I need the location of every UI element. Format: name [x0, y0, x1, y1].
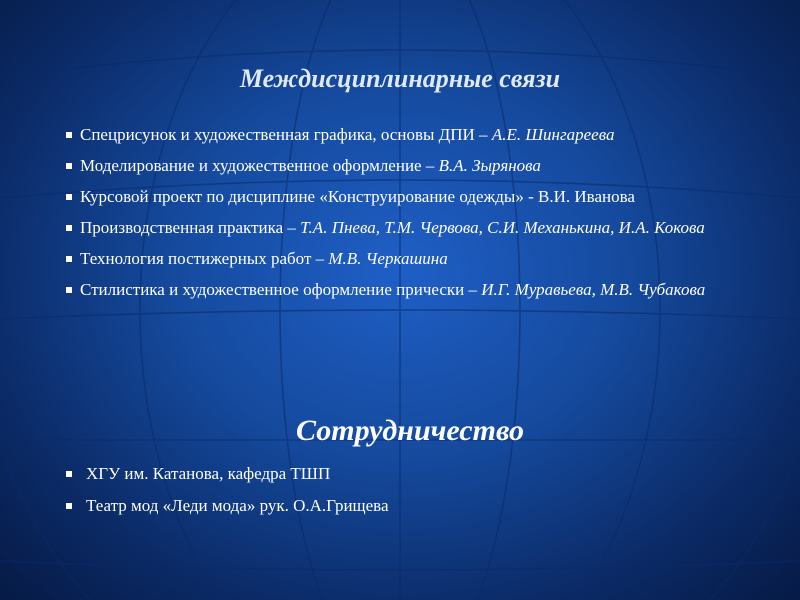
bullet-square-icon — [66, 503, 72, 509]
bullet-square-icon — [66, 471, 72, 477]
list-item-subject: Производственная практика – — [80, 218, 301, 237]
partner-item — [58, 462, 748, 486]
list-item-subject: Стилистика и художественное оформление прически – — [80, 280, 482, 299]
list-item — [58, 184, 748, 210]
partner-item — [58, 494, 748, 518]
interdisciplinary-list — [58, 122, 748, 308]
bullet-square-icon — [66, 163, 72, 169]
list-item-subject: Моделирование и художественное оформление – — [80, 156, 439, 175]
partner-label: ХГУ им. Катанова, кафедра ТШП — [86, 464, 331, 483]
list-item — [58, 153, 748, 179]
list-item — [58, 122, 748, 148]
bullet-square-icon — [66, 225, 72, 231]
cooperation-list — [58, 462, 748, 526]
list-item — [58, 246, 748, 272]
list-item-teacher: В.А. Зырянова — [438, 156, 541, 175]
list-item-teacher: Т.А. Пнева, Т.М. Червова, С.И. Механькина, И.А. Кокова — [300, 218, 705, 237]
partner-label: Театр мод «Леди мода» рук. О.А.Грищева — [86, 496, 389, 515]
bullet-square-icon — [66, 132, 72, 138]
list-item-teacher: И.Г. Муравьева, М.В. Чубакова — [481, 280, 706, 299]
bullet-square-icon — [66, 287, 72, 293]
list-item-teacher: А.Е. Шингареева — [491, 125, 615, 144]
bullet-square-icon — [66, 256, 72, 262]
list-item — [58, 277, 748, 303]
bullet-square-icon — [66, 194, 72, 200]
list-item — [58, 215, 748, 241]
list-item-subject: Спецрисунок и художественная графика, основы ДПИ – — [80, 125, 492, 144]
section-heading-cooperation: Сотрудничество — [296, 414, 524, 447]
list-item-teacher: М.В. Черкашина — [328, 249, 448, 268]
slide-title: Междисциплинарные связи — [239, 64, 561, 93]
list-item-subject: Курсовой проект по дисциплине «Конструирование одежды» - В.И. Иванова — [80, 187, 635, 206]
list-item-subject: Технология постижерных работ – — [80, 249, 329, 268]
